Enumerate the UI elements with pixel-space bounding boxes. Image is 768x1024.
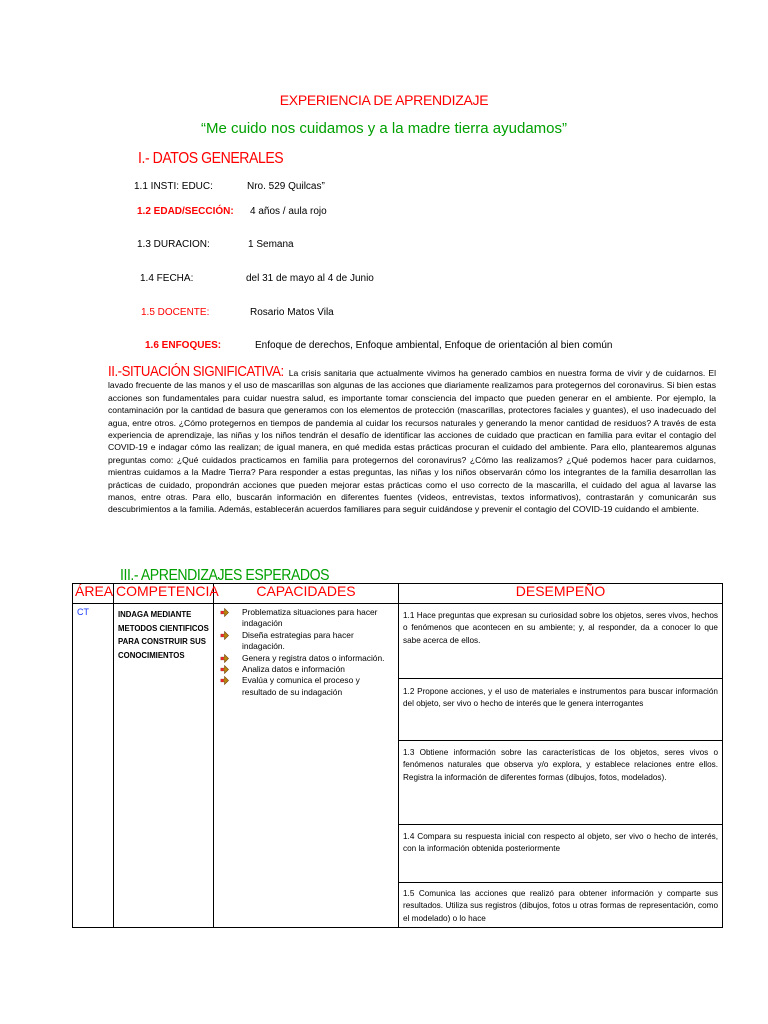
- capacidad-text: Evalúa y comunica el proceso y resultado de su indagación: [242, 675, 360, 697]
- row-value: Rosario Matos Vila: [250, 307, 334, 318]
- document-subtitle: “Me cuido nos cuidamos y a la madre tierra ayudamos”: [201, 120, 567, 137]
- row-label: 1.4 FECHA:: [140, 273, 194, 284]
- row-label: 1.5 DOCENTE:: [141, 307, 210, 318]
- desempeno-cell: 1.4 Compara su respuesta inicial con respecto al objeto, ser vivo o hecho de interés, con la información obtenida posteriormente: [399, 825, 723, 883]
- desempeno-cell: 1.3 Obtiene información sobre las características de los objetos, seres vivos o fenómenos naturales que observa y/o explora, y establece relaciones entre ellos. Registra la información de diferentes formas (dibujos, fotos, modelados).: [399, 741, 723, 825]
- arrow-bullet-icon: [220, 676, 229, 685]
- row-label: 1.1 INSTI: EDUC:: [134, 181, 213, 192]
- capacidad-item: [218, 664, 396, 675]
- area-cell: CT: [73, 604, 114, 928]
- row-label: 1.3 DURACION:: [137, 239, 210, 250]
- capacidad-item: [218, 653, 396, 664]
- row-value: 4 años / aula rojo: [250, 206, 327, 217]
- capacidad-item: [218, 630, 396, 653]
- capacidad-text: Analiza datos e información: [242, 664, 345, 675]
- row-value: Enfoque de derechos, Enfoque ambiental, Enfoque de orientación al bien común: [255, 340, 613, 351]
- table-row: [73, 604, 723, 679]
- section-3-heading: III.- APRENDIZAJES ESPERADOS: [120, 567, 330, 584]
- arrow-bullet-icon: [220, 654, 229, 663]
- row-value: 1 Semana: [248, 239, 294, 250]
- section-2-heading: II.-SITUACIÓN SIGNIFICATIVA:: [108, 363, 284, 380]
- arrow-bullet-icon: [220, 665, 229, 674]
- capacidad-text: Diseña estrategias para hacer indagación.: [242, 629, 354, 652]
- arrow-bullet-icon: [220, 631, 229, 640]
- row-label: 1.6 ENFOQUES:: [145, 340, 222, 351]
- header-desempeno: DESEMPEÑO: [399, 584, 723, 604]
- table-header-row: [73, 584, 723, 604]
- situacion-significativa: [108, 363, 716, 516]
- desempeno-cell: 1.1 Hace preguntas que expresan su curiosidad sobre los objetos, seres vivos, hechos o fenómenos que acontecen en su ambiente; y, al responder, da a conocer lo que sabe acerca de ellos.: [399, 604, 723, 679]
- row-value: Nro. 529 Quilcas”: [247, 181, 325, 192]
- header-area: ÁREA: [73, 584, 114, 604]
- arrow-bullet-icon: [220, 608, 229, 617]
- capacidad-text: Problematiza situaciones para hacer indagación: [242, 607, 378, 629]
- competencia-cell: INDAGA MEDIANTE METODOS CIENTIFICOS PARA CONSTRUIR SUS CONOCIMIENTOS: [114, 604, 214, 928]
- document-title: EXPERIENCIA DE APRENDIZAJE: [279, 92, 489, 108]
- capacidades-cell: [214, 604, 399, 928]
- capacidad-item: [218, 675, 396, 698]
- row-label: 1.2 EDAD/SECCIÓN:: [137, 206, 234, 217]
- desempeno-cell: 1.5 Comunica las acciones que realizó para obtener información y comparte sus resultados. Utiliza sus registros (dibujos, fotos u otras formas de representación, como el modelado) o lo hace: [399, 883, 723, 928]
- section-1-heading: I.- DATOS GENERALES: [138, 150, 284, 167]
- desempeno-cell: 1.2 Propone acciones, y el uso de materiales e instrumentos para buscar información del objeto, ser vivo o hecho de interés que le genera interrogantes: [399, 679, 723, 741]
- situacion-text: La crisis sanitaria que actualmente vivimos ha generado cambios en nuestra forma de vivir y de cuidarnos. El lavado frecuente de las manos y el uso de mascarillas son algunas de las acciones que diariamente realizamos para protegernos del coronavirus. Si bien estas acciones son fundamentales para cuidar nuestra salud, es importante tomar consciencia del impacto que pueden generar en el ambiente. Por ejemplo, la contaminación por la cantidad de basura que generamos con los elementos de protección (mascarillas, protectores faciales y guantes), el uso inadecuado del agua, entre otros. ¿Cómo protegernos en tiempos de pandemia al cuidar los recursos naturales y generando la menor cantidad de residuos? A través de esta experiencia de aprendizaje, las niñas y los niños tendrán el desafío de identificar las acciones de cuidado que practican en familia para evitar el contagio del COVID-19 e indagar cómo las realizan; de igual manera, en qué medida estas prácticas procuran el cuidado del ambiente. Para ello, plantearemos algunas preguntas como: ¿Qué cuidados practicamos en familia para protegernos del coronavirus? ¿Cómo las realizamos? ¿Qué podemos hacer para cuidarnos, mientras cuidamos a la Madre Tierra? Para responder a estas preguntas, las niñas y los niños observarán cómo los integrantes de la familia desarrollan las prácticas de cuidado, propondrán acciones que pueden mejorar estas prácticas como el uso correcto de la mascarilla, el cuidado del agua al lavarse las manos, entre otras. Para ello, buscarán información en diferentes fuentes (videos, entrevistas, textos informativos), contrastarán y comunicarán sus descubrimientos a la familia. Además, establecerán acuerdos familiares para seguir cuidándose y prevenir el contagio del COVID-19 cuidando el ambiente.: [108, 368, 716, 515]
- capacidad-item: [218, 607, 396, 630]
- aprendizajes-table: [72, 583, 723, 928]
- header-capacidades: CAPACIDADES: [214, 584, 399, 604]
- header-competencia: COMPETENCIA: [114, 584, 214, 604]
- row-value: del 31 de mayo al 4 de Junio: [246, 273, 374, 284]
- capacidad-text: Genera y registra datos o información.: [242, 652, 385, 663]
